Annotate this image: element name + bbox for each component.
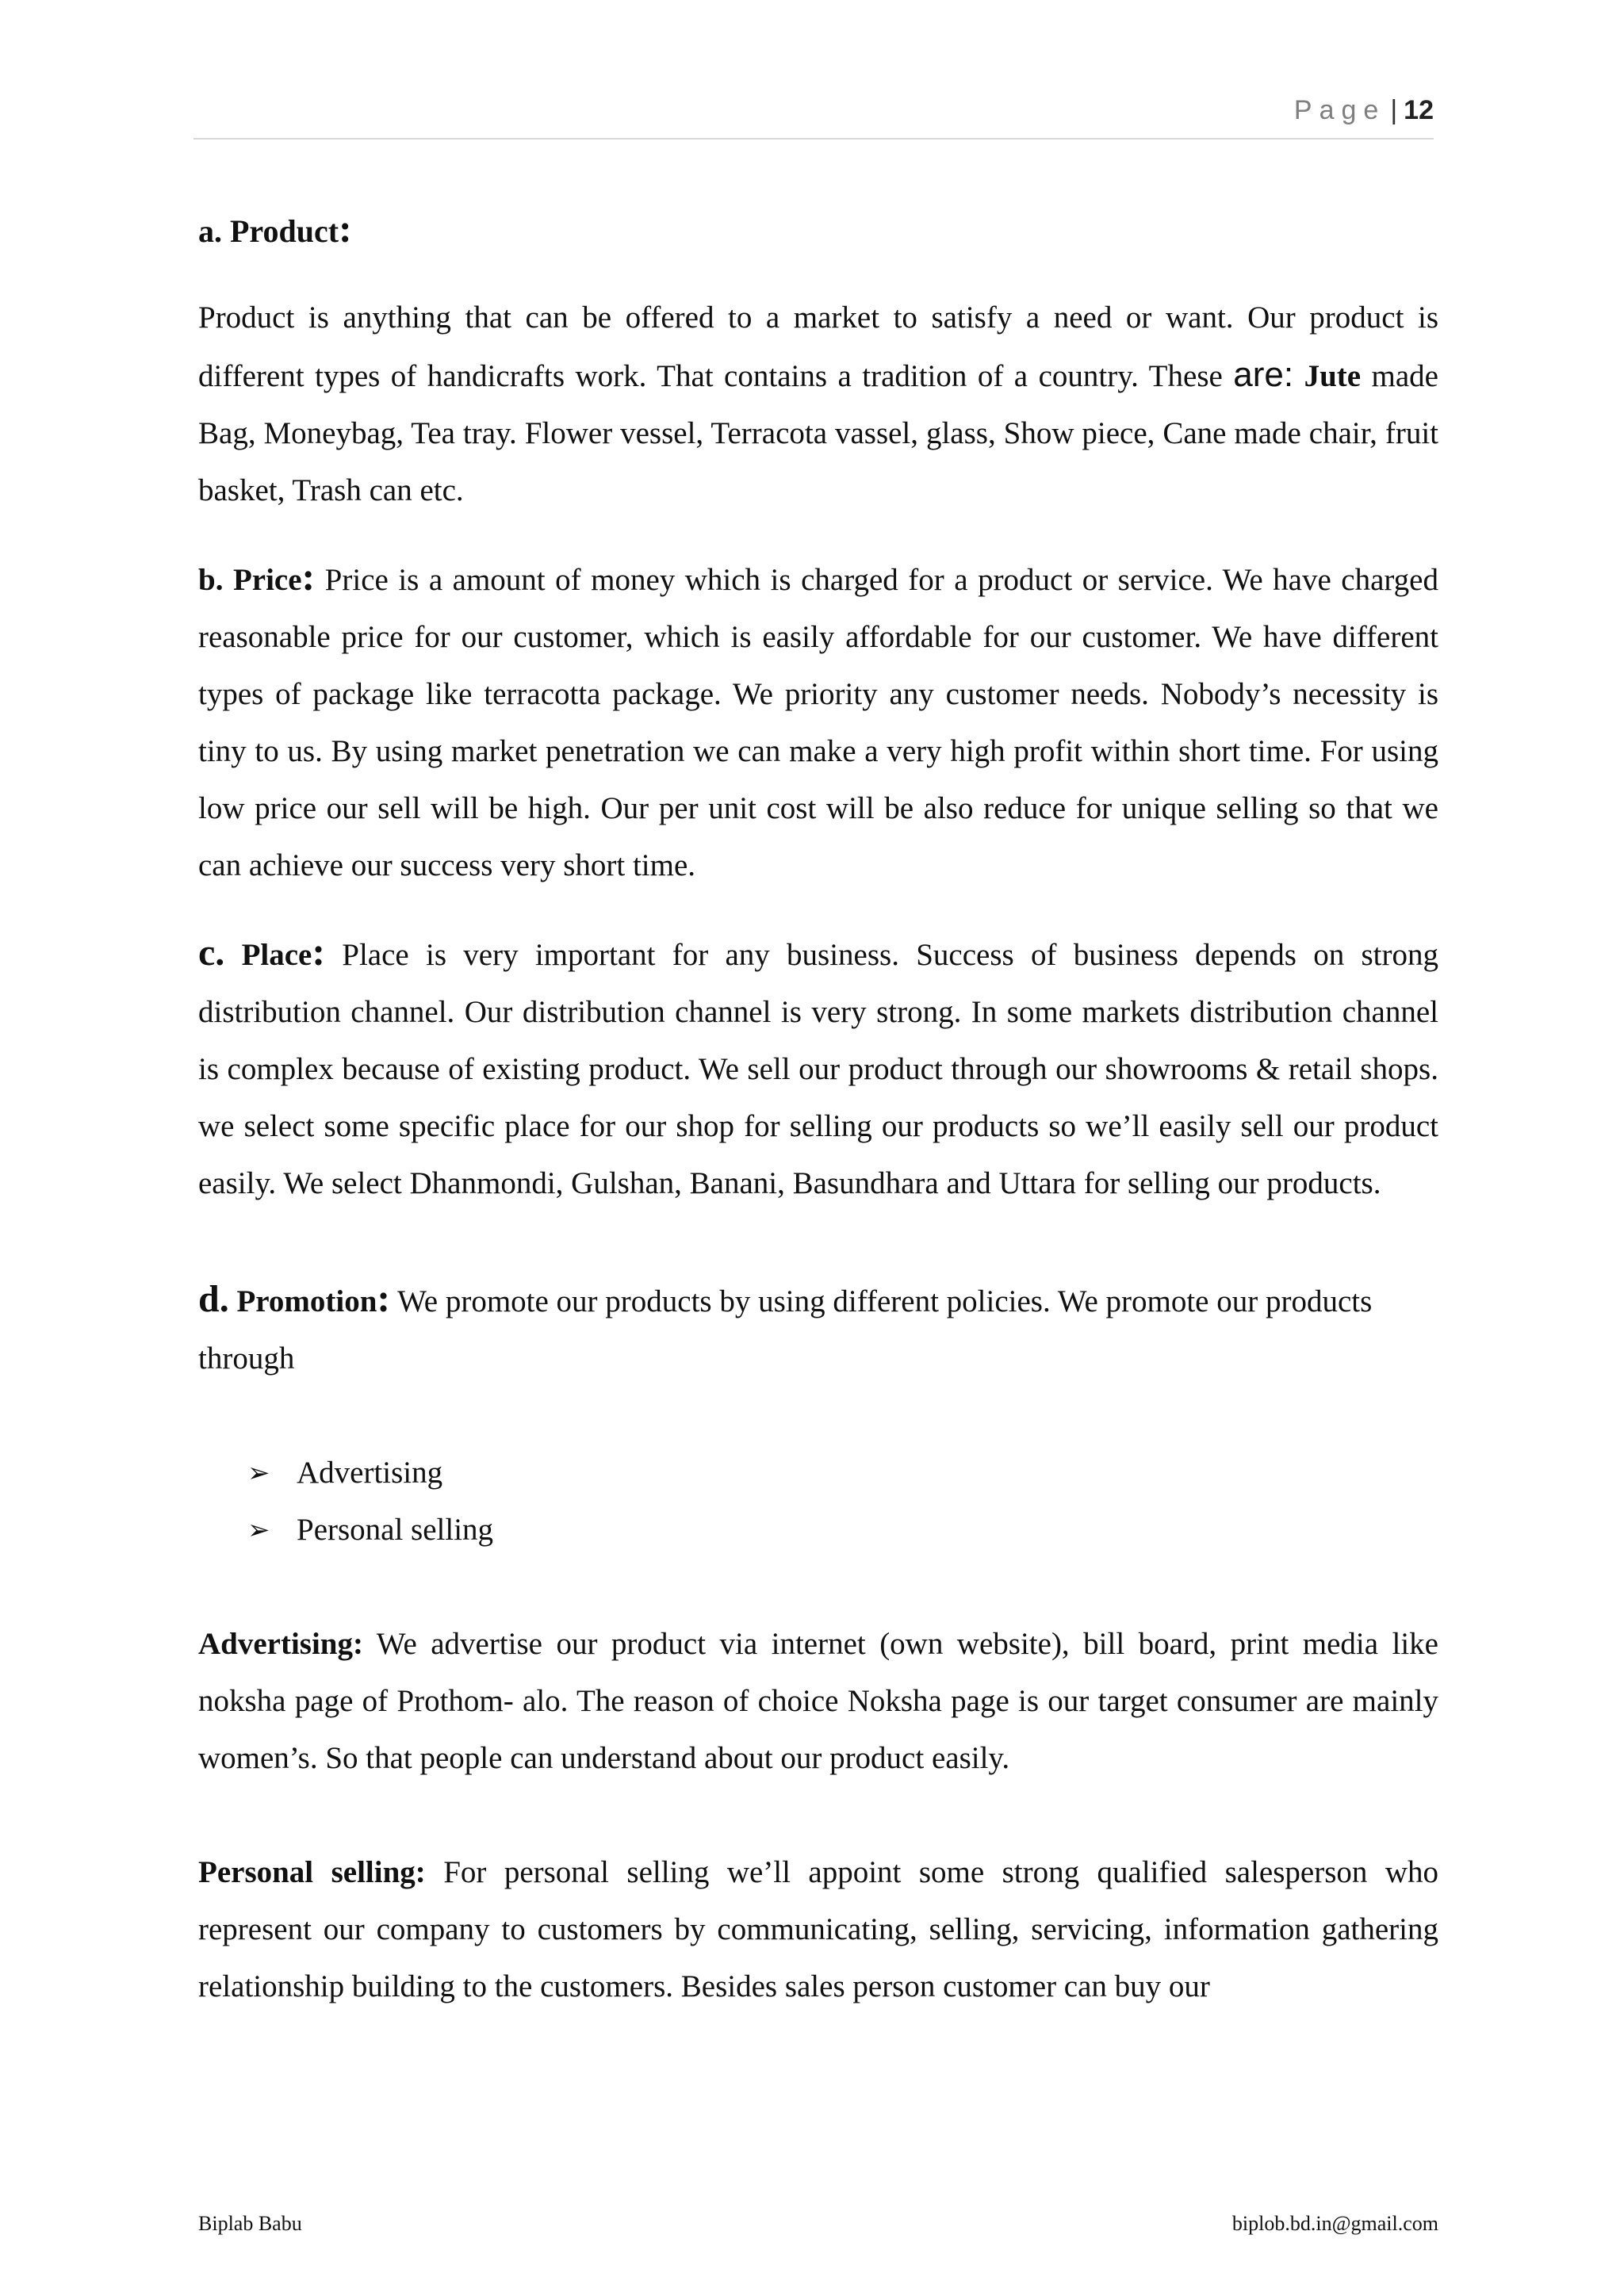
page-header: [193, 95, 1434, 140]
list-item: ➢ Advertising: [247, 1445, 1438, 1502]
price-label: b. Price: [198, 563, 302, 597]
footer-author: Biplab Babu: [198, 2212, 302, 2235]
place-label: Place: [224, 938, 312, 972]
product-heading: a. Product:: [198, 206, 352, 251]
list-item: ➢ Personal selling: [247, 1502, 1438, 1559]
promotion-paragraph: d. Promotion: We promote our products by using different policies. We promote our products through: [198, 1276, 1373, 1376]
promotion-label: Promotion: [228, 1284, 377, 1318]
arrow-bullet-icon: ➢: [247, 1457, 270, 1489]
page-content: [198, 200, 1438, 2015]
page-separator: |: [1390, 95, 1398, 125]
page-label: Page: [1293, 95, 1386, 125]
product-paragraph: Product is anything that can be offered to a market to satisfy a need or want. Our product is different types of handicrafts work. That contains a tradition of a country. These are: Jute made Bag, Moneybag, Tea tray. Flower vessel, Terracota vassel, glass, Show piece, Cane made chair, fruit basket, Trash can etc.: [198, 300, 1438, 507]
page-footer: [198, 2212, 1438, 2236]
personal-selling-label: Personal selling:: [198, 1855, 426, 1889]
arrow-bullet-icon: ➢: [247, 1514, 270, 1546]
promotion-bullet-list: [198, 1445, 1438, 1559]
price-paragraph: b. Price: Price is a amount of money which is charged for a product or service. We have charged reasonable price for our customer, which is easily affordable for our customer. We have different types of package like terracotta package. We priority any customer needs. Nobody’s necessity is tiny to us. By using market penetration we can make a very high profit within short time. For using low price our sell will be high. Our per unit cost will be also reduce for unique selling so that we can achieve our success very short time.: [198, 554, 1438, 882]
personal-selling-paragraph: Personal selling: For personal selling we’ll appoint some strong qualified salesperson who represent our company to customers by communicating, selling, servicing, information gathering relationship building to the customers. Besides sales person customer can buy our: [198, 1855, 1438, 2003]
place-paragraph: c. Place: Place is very important for any business. Success of business depends on strong distribution channel. Our distribution channel is very strong. In some markets distribution channel is complex because of existing product. We sell our product through our showrooms & retail shops. we select some specific place for our shop for selling our products so we’ll easily sell our product easily. We select Dhanmondi, Gulshan, Banani, Basundhara and Uttara for selling our products.: [198, 929, 1438, 1200]
page-number: 12: [1404, 95, 1434, 125]
footer-email: biplob.bd.in@gmail.com: [1231, 2212, 1438, 2235]
advertising-label: Advertising:: [198, 1627, 363, 1661]
advertising-paragraph: Advertising: We advertise our product via internet (own website), bill board, print media like noksha page of Prothom- alo. The reason of choice Noksha page is our target consumer are mainly women’s. So that people can understand about our product easily.: [198, 1627, 1438, 1775]
